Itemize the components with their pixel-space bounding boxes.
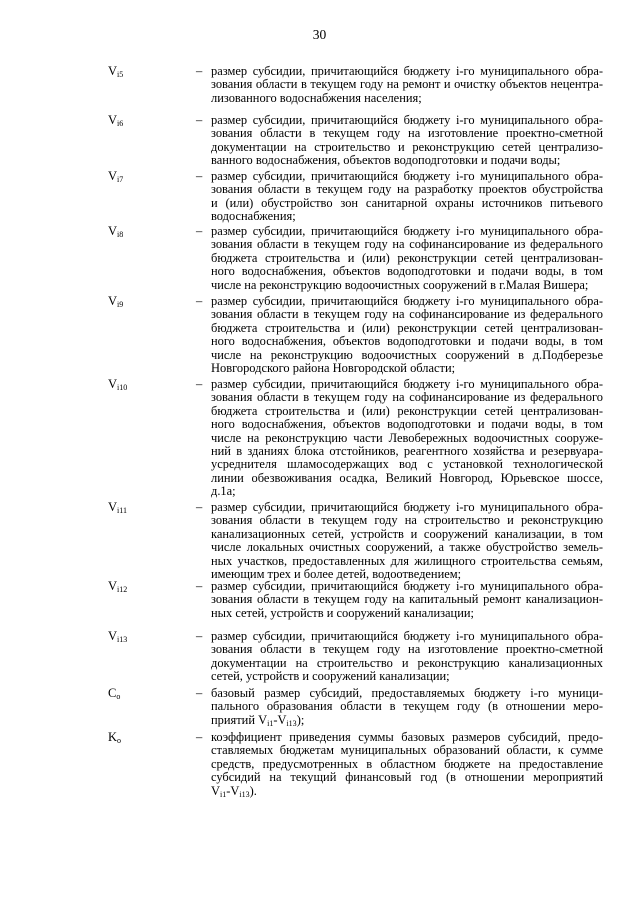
variable-letter: V <box>108 294 118 308</box>
variable-symbol <box>108 580 127 593</box>
variable-symbol <box>108 731 121 744</box>
definition-line: размер субсидии, причитающийся бюджету i-го муниципального обра- <box>211 579 603 593</box>
variable-letter: K <box>108 730 118 744</box>
definition-line: бюджета строительства и (или) реконструкции сетей централизован- <box>211 250 603 265</box>
definition-dash: – <box>196 629 203 643</box>
variable-subscript: i9 <box>117 300 124 309</box>
definition-line: базовый размер субсидий, предоставляемых бюджету i-го муници- <box>211 686 603 700</box>
variable-symbol <box>108 501 127 514</box>
variable-symbol <box>108 170 123 183</box>
variable-subscript: o <box>117 736 122 745</box>
definition-line: размер субсидии, причитающийся бюджету i-го муниципального обра- <box>211 500 603 514</box>
definition-line: $V_{i1}-V_{i13}$). <box>211 783 257 799</box>
variable-letter: V <box>108 500 118 514</box>
definition-text <box>211 630 603 684</box>
definition-line: зования области в текущем году на разработку проектов обустройства <box>211 182 603 197</box>
variable-letter: V <box>108 169 118 183</box>
definition-line: усреднителя шламосодержащих вод с установкой технологической <box>211 457 603 472</box>
variable-letter: V <box>108 64 118 78</box>
definition-line: пального образования области в текущем году (в отношении меро- <box>211 699 603 714</box>
variable-subscript: i7 <box>117 175 124 184</box>
variable-symbol <box>108 378 127 391</box>
variable-subscript: o <box>116 692 121 701</box>
variable-subscript: i12 <box>117 585 128 594</box>
definition-line: бюджета строительства и (или) реконструкции сетей централизован- <box>211 403 603 418</box>
variable-letter: V <box>108 224 118 238</box>
definition-line: зования области в текущем году на капитальный ремонт канализацион- <box>211 592 603 607</box>
definition-dash: – <box>196 64 203 78</box>
definition-line: ных участков, предоставленных для жилищного строительства семьям, <box>211 553 603 568</box>
variable-subscript: i8 <box>117 230 124 239</box>
definition-line: линии обезвоживания осадка, Великий Новгород, Юрьевское шоссе, <box>211 470 603 485</box>
definition-line: размер субсидии, причитающийся бюджету i-го муниципального обра- <box>211 64 603 78</box>
definition-text <box>211 114 603 168</box>
definition-dash: – <box>196 730 203 744</box>
definition-line: зования области в текущем году на изготовление проектно-сметной <box>211 126 603 141</box>
definition-line: числе на реконструкцию водоочистных сооружений в д.Подберезье <box>211 347 603 362</box>
definition-line: ного водоснабжения, объектов водоподготовки и подачи воды, в том <box>211 264 603 279</box>
variable-letter: V <box>108 579 118 593</box>
definition-line: ного водоснабжения, объектов водоподготовки и подачи воды, в том <box>211 417 603 432</box>
definition-text <box>211 65 603 105</box>
definition-line: средств, предусмотренных в областном бюджете на предоставление <box>211 756 603 771</box>
definition-line: размер субсидии, причитающийся бюджету i-го муниципального обра- <box>211 377 603 391</box>
definition-dash: – <box>196 579 203 593</box>
definition-line: приятий $V_{i1}-V_{i13}$); <box>211 712 305 728</box>
definition-text <box>211 295 603 375</box>
definition-dash: – <box>196 224 203 238</box>
definition-line: числе локальных очистных сооружений, а также обустройство земель- <box>211 540 603 555</box>
definition-line: субсидий на текущий финансовый год (в отношении мероприятий <box>211 770 603 785</box>
definition-line: размер субсидии, причитающийся бюджету i-го муниципального обра- <box>211 294 603 308</box>
definition-line: числе на реконструкцию водоочистных сооружений в г.Малая Вишера; <box>211 277 589 292</box>
variable-symbol <box>108 225 123 238</box>
variable-letter: V <box>108 113 118 127</box>
variable-symbol <box>108 114 123 127</box>
definition-line: д.1а; <box>211 484 236 499</box>
variable-symbol <box>108 630 127 643</box>
definition-line: размер субсидии, причитающийся бюджету i-го муниципального обра- <box>211 224 603 238</box>
definition-line: ставляемых бюджетам муниципальных образований области, к сумме <box>211 743 603 758</box>
definition-text <box>211 580 603 620</box>
variable-symbol <box>108 295 123 308</box>
definition-line: зования области в текущем году на софинансирование из федерального <box>211 237 603 252</box>
variable-subscript: i10 <box>117 383 128 392</box>
definition-line: имеющим трех и более детей, водоотведением; <box>211 567 462 582</box>
definition-line: канализационных сетей, устройств и сооружений канализации, в том <box>211 526 603 541</box>
definition-dash: – <box>196 686 203 700</box>
definition-line: документации на строительство и реконструкцию канализационных <box>211 655 603 670</box>
definition-line: лизованного водоснабжения населения; <box>211 90 422 105</box>
variable-symbol <box>108 65 123 78</box>
definition-text <box>211 225 603 292</box>
definition-line: зования области в текущем году на софинансирование из федерального <box>211 390 603 405</box>
definition-dash: – <box>196 169 203 183</box>
definition-line: ных сетей, устройств и сооружений канализации; <box>211 605 474 620</box>
definition-text <box>211 731 603 798</box>
definition-dash: – <box>196 500 203 514</box>
variable-letter: V <box>108 629 118 643</box>
definition-line: Новгородского района Новгородской области; <box>211 361 456 376</box>
definition-text <box>211 378 603 499</box>
variable-subscript: i11 <box>117 506 127 515</box>
definition-dash: – <box>196 294 203 308</box>
variable-letter: C <box>108 686 117 700</box>
definition-line: размер субсидии, причитающийся бюджету i-го муниципального обра- <box>211 169 603 183</box>
variable-subscript: i5 <box>117 70 124 79</box>
definition-line: ного водоснабжения, объектов водоподготовки и подачи воды, в том <box>211 334 603 349</box>
definition-line: зования области в текущем году на строительство и реконструкцию <box>211 513 603 528</box>
definition-line: сетей, устройств и сооружений канализации; <box>211 669 450 684</box>
variable-subscript: i6 <box>117 119 124 128</box>
definition-line: зования области в текущем году на ремонт и очистку объектов нецентра- <box>211 77 603 92</box>
definition-dash: – <box>196 377 203 391</box>
variable-letter: V <box>108 377 118 391</box>
variable-subscript: i13 <box>117 635 128 644</box>
definition-text <box>211 501 603 581</box>
definition-line: документации на строительство и реконструкцию сетей централизо- <box>211 139 603 154</box>
definition-line: ний в зданиях блока отстойников, реагентного хозяйства и резервуара- <box>211 444 603 459</box>
definition-line: числе на реконструкцию части Левобережных водоочистных сооруже- <box>211 430 603 445</box>
definition-line: коэффициент приведения суммы базовых размеров субсидий, предо- <box>211 730 603 744</box>
definition-line: водоснабжения; <box>211 209 296 224</box>
definition-line: размер субсидии, причитающийся бюджету i-го муниципального обра- <box>211 629 603 643</box>
definition-line: и (или) обустройство зон санитарной охраны источников питьевого <box>211 195 603 210</box>
page-number: 30 <box>312 27 327 42</box>
definition-line: зования области в текущем году на изготовление проектно-сметной <box>211 642 603 657</box>
definition-dash: – <box>196 113 203 127</box>
definition-line: бюджета строительства и (или) реконструкции сетей централизован- <box>211 320 603 335</box>
definition-line: зования области в текущем году на софинансирование из федерального <box>211 307 603 322</box>
variable-symbol <box>108 687 120 700</box>
definition-line: ванного водоснабжения, объектов водоподготовки и подачи воды; <box>211 153 561 168</box>
definition-text <box>211 687 603 727</box>
definition-text <box>211 170 603 224</box>
definition-line: размер субсидии, причитающийся бюджету i-го муниципального обра- <box>211 113 603 127</box>
